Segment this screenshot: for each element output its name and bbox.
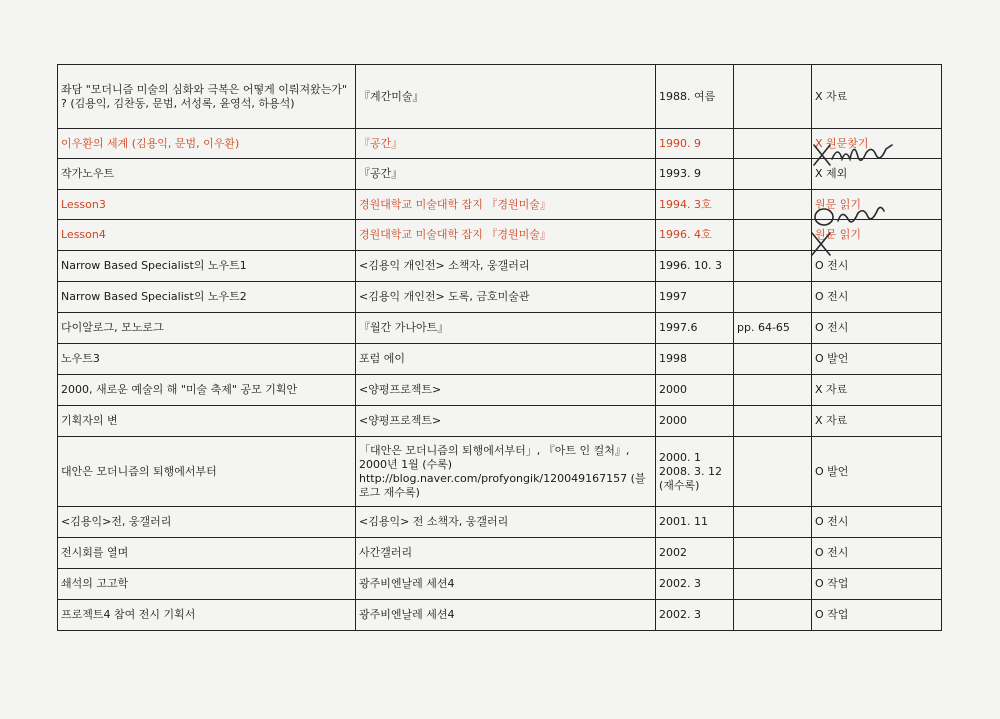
- status-cell: X 자료: [812, 406, 942, 437]
- date-cell: 1993. 9: [656, 159, 734, 190]
- table-row: [58, 159, 942, 190]
- status-cell: X 자료: [812, 65, 942, 129]
- pages-cell: [734, 282, 812, 313]
- table-row: [58, 569, 942, 600]
- title-cell: Narrow Based Specialist의 노우트1: [58, 251, 356, 282]
- pages-cell: [734, 129, 812, 159]
- title-cell: 2000, 새로운 예술의 해 "미술 축제" 공모 기획안: [58, 375, 356, 406]
- date-cell: 2002. 3: [656, 600, 734, 631]
- title-cell: 프로젝트4 참여 전시 기획서: [58, 600, 356, 631]
- source-cell: 사간갤러리: [356, 538, 656, 569]
- date-cell: 2002. 3: [656, 569, 734, 600]
- date-cell: 2000: [656, 375, 734, 406]
- status-cell: O 전시: [812, 538, 942, 569]
- source-cell: 「대안은 모더니즘의 퇴행에서부터」, 『아트 인 컬처』, 2000년 1월 (수록) http://blog.naver.com/profyongik/120049167157 (블로그 재수록): [356, 437, 656, 507]
- pages-cell: [734, 538, 812, 569]
- table-row: [58, 282, 942, 313]
- table-row: [58, 220, 942, 251]
- pages-cell: [734, 569, 812, 600]
- status-cell: O 전시: [812, 251, 942, 282]
- title-cell: 기획자의 변: [58, 406, 356, 437]
- pages-cell: [734, 159, 812, 190]
- source-cell: 광주비엔날레 세션4: [356, 600, 656, 631]
- status-cell: X 원문찾기: [812, 129, 942, 159]
- source-cell: 포럼 에이: [356, 344, 656, 375]
- pages-cell: pp. 64-65: [734, 313, 812, 344]
- date-cell: 1988. 여름: [656, 65, 734, 129]
- table-row: [58, 437, 942, 507]
- table-row: [58, 313, 942, 344]
- table-row: [58, 538, 942, 569]
- status-cell: 원문 읽기: [812, 220, 942, 251]
- title-cell: 쇄석의 고고학: [58, 569, 356, 600]
- title-cell: 전시회를 열며: [58, 538, 356, 569]
- table-row: [58, 251, 942, 282]
- table-row: [58, 375, 942, 406]
- date-cell: 1997.6: [656, 313, 734, 344]
- pages-cell: [734, 220, 812, 251]
- bibliography-table: [57, 64, 942, 631]
- pages-cell: [734, 600, 812, 631]
- pages-cell: [734, 437, 812, 507]
- source-cell: 경원대학교 미술대학 잡지 『경원미술』: [356, 220, 656, 251]
- date-cell: 1998: [656, 344, 734, 375]
- status-cell: X 자료: [812, 375, 942, 406]
- date-cell: 2000. 1 2008. 3. 12 (재수록): [656, 437, 734, 507]
- title-cell: Lesson3: [58, 190, 356, 220]
- title-cell: 노우트3: [58, 344, 356, 375]
- status-cell: O 발언: [812, 344, 942, 375]
- status-cell: O 작업: [812, 569, 942, 600]
- date-cell: 1996. 4호: [656, 220, 734, 251]
- table-row: [58, 65, 942, 129]
- pages-cell: [734, 344, 812, 375]
- date-cell: 1996. 10. 3: [656, 251, 734, 282]
- title-cell: Lesson4: [58, 220, 356, 251]
- source-cell: 『계간미술』: [356, 65, 656, 129]
- pages-cell: [734, 251, 812, 282]
- status-cell: O 발언: [812, 437, 942, 507]
- table-row: [58, 600, 942, 631]
- pages-cell: [734, 507, 812, 538]
- source-cell: 경원대학교 미술대학 잡지 『경원미술』: [356, 190, 656, 220]
- date-cell: 1990. 9: [656, 129, 734, 159]
- title-cell: 이우환의 세계 (김용익, 문범, 이우환): [58, 129, 356, 159]
- status-cell: O 전시: [812, 507, 942, 538]
- source-cell: <양평프로젝트>: [356, 375, 656, 406]
- source-cell: <김용익 개인전> 소책자, 웅갤러리: [356, 251, 656, 282]
- source-cell: <김용익> 전 소책자, 웅갤러리: [356, 507, 656, 538]
- status-cell: O 작업: [812, 600, 942, 631]
- pages-cell: [734, 190, 812, 220]
- pages-cell: [734, 375, 812, 406]
- date-cell: 2001. 11: [656, 507, 734, 538]
- date-cell: 2002: [656, 538, 734, 569]
- source-cell: 『공간』: [356, 129, 656, 159]
- status-cell: O 전시: [812, 313, 942, 344]
- title-cell: 좌담 "모더니즘 미술의 심화와 극복은 어떻게 이뤄져왔는가" ? (김용익, 김찬동, 문범, 서성록, 윤영석, 하용석): [58, 65, 356, 129]
- source-cell: 광주비엔날레 세션4: [356, 569, 656, 600]
- title-cell: 작가노우트: [58, 159, 356, 190]
- date-cell: 1997: [656, 282, 734, 313]
- source-cell: 『월간 가나아트』: [356, 313, 656, 344]
- title-cell: 대안은 모더니즘의 퇴행에서부터: [58, 437, 356, 507]
- status-cell: O 전시: [812, 282, 942, 313]
- table-row: [58, 344, 942, 375]
- title-cell: Narrow Based Specialist의 노우트2: [58, 282, 356, 313]
- source-cell: <김용익 개인전> 도록, 금호미술관: [356, 282, 656, 313]
- date-cell: 2000: [656, 406, 734, 437]
- title-cell: 다이알로그, 모노로그: [58, 313, 356, 344]
- source-cell: <양평프로젝트>: [356, 406, 656, 437]
- source-cell: 『공간』: [356, 159, 656, 190]
- title-cell: <김용익>전, 웅갤러리: [58, 507, 356, 538]
- status-cell: 원문 읽기: [812, 190, 942, 220]
- pages-cell: [734, 65, 812, 129]
- table-row: [58, 129, 942, 159]
- pages-cell: [734, 406, 812, 437]
- table-row: [58, 190, 942, 220]
- status-cell: X 제외: [812, 159, 942, 190]
- table-row: [58, 507, 942, 538]
- date-cell: 1994. 3호: [656, 190, 734, 220]
- table-row: [58, 406, 942, 437]
